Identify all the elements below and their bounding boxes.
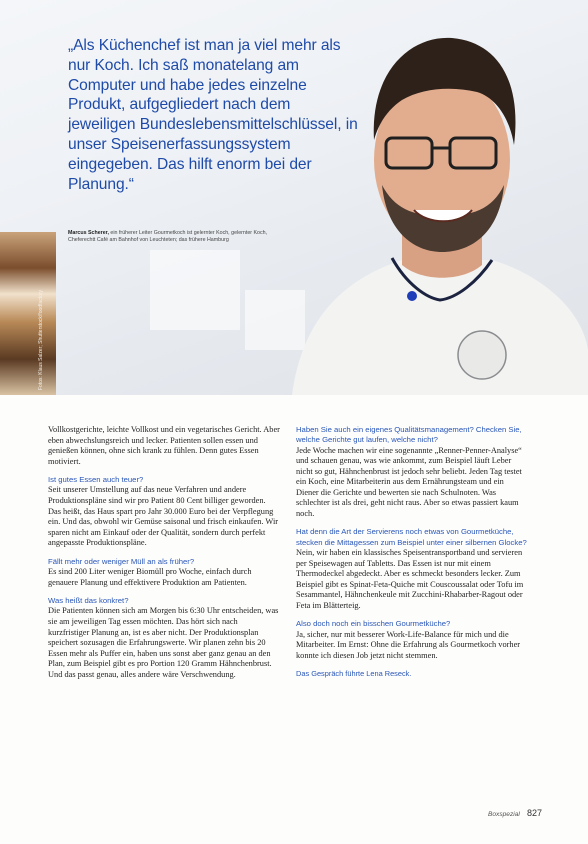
paragraph: Ja, sicher, nur mit besserer Work-Life-Balance für mich und die Mitarbeiter. Im Ernst: Ohne die Erfahrung als Gourmetkoch vorher konnte ich diesen Job jetzt nicht stemmen. <box>296 629 521 660</box>
interview-question: Fällt mehr oder weniger Müll an als früher? <box>48 556 195 566</box>
paragraph: Seit unserer Umstellung auf das neue Verfahren und andere Produktionspläne sind wir pro Patient 80 Cent billiger geworden. Das heißt, das Haus spart pro Jahr 30.000 Euro bei der Verpflegung ein. Und das, obwohl wir Gemüse saisonal und frisch einkaufen. Wir sparen nicht am Einkauf oder der Qualität, sondern durch perfekt angepasste Produktionspläne. <box>48 485 279 548</box>
paragraph: Es sind 200 Liter weniger Biomüll pro Woche, einfach durch genauere Planung und effektivere Produktion am Patienten. <box>48 567 252 587</box>
interview-question: Haben Sie auch ein eigenes Qualitätsmanagement? Checken Sie, welche Gerichte gut laufen, welche nicht? <box>296 425 522 445</box>
interview-author: Das Gespräch führte Lena Reseck. <box>296 669 412 679</box>
photo-credit: Fotos: Klaus Salzer; Shutterstock/foodfactory <box>38 289 44 390</box>
magazine-name: Boxspezial <box>487 811 520 818</box>
photo-caption <box>68 230 282 245</box>
page-footer <box>488 808 542 818</box>
background-window <box>150 250 240 330</box>
interview-question: Also doch noch ein bisschen Gourmetküche? <box>296 619 451 629</box>
caption-text: ein früherer Leiter Gourmetkoch ist gelernter Koch, gelernter Koch, Cheferechtt Café am Bahnhof von Leuchteten; das frühere Hamburg <box>68 230 268 244</box>
article-column-right <box>296 425 528 680</box>
paragraph: Die Patienten können sich am Morgen bis 6:30 Uhr entscheiden, was sie am jeweiligen Tag essen möchten. Das hört sich nach kurzfristiger Planung an, ist es aber nicht. Der Produktionsplan speichert sozusagen die Erfahrungswerte. Wir planen zehn bis 20 Essen mehr als Puffer ein, haben uns sonst aber ganz genau an den Plan, zum Beispiel gibt es pro Portion 120 Gramm Hähnchenbrust. Und das passt genau, alles andere wäre Verschwendung. <box>48 606 279 679</box>
paragraph: Jede Woche machen wir eine sogenannte „Renner-Penner-Analyse“ und schauen genau, was wie ankommt, zum Beispiel läuft Leber nicht so gut, Hähnchenbrust ist jedoch sehr beliebt. Jeden Tag testet ein Koch, eine Mitarbeiterin aus dem Ernährungsteam und ein Diener die Gerichte und bewerten sie nach Schulnoten. Was schlechter ist als drei, geht nicht raus. Aber so etwas passiert kaum noch. <box>296 445 522 518</box>
paragraph: Nein, wir haben ein klassisches Speisentransportband und servieren per Speisewagen auf Tabletts. Das Essen ist nur mit einem Thermodeckel abgedeckt. Aber es schmeckt besonders lecker. Zum Beispiel gibt es Spinat-Feta-Quiche mit Couscoussalat oder Tofu im Sesammantel, Hähnchenkeule mit Zucchini-Rhabarber-Ragout oder Feta im Blätterteig. <box>296 548 524 610</box>
jacket-logo <box>458 331 506 379</box>
jacket-button <box>407 291 417 301</box>
interview-question: Hat denn die Art der Servierens noch etwas von Gourmetküche, stecken die Mittagessen zum Beispiel unter einer silbernen Glocke? <box>296 527 527 547</box>
caption-name: Marcus Scherer, <box>68 230 109 236</box>
pull-quote: „Als Küchenchef ist man ja viel mehr als nur Koch. Ich saß monatelang am Computer und habe jedes einzelne Produkt, aufgegliedert nach dem jeweiligen Bundeslebensmittelschlüssel, in unser Speisenerfassungssystem eingegeben. Das hilft enorm bei der Planung.“ <box>68 37 358 193</box>
interview-question: Was heißt das konkret? <box>48 596 129 606</box>
paragraph: Vollkostgerichte, leichte Vollkost und ein vegetarisches Gericht. Aber eben abwechslungsreich und lecker. Patienten sollen essen und genießen können, ohne sich krank zu fühlen. Denn gutes Essen motiviert. <box>48 425 280 466</box>
article-column-left <box>48 425 280 688</box>
hero-photo <box>0 0 588 395</box>
page-number: 827 <box>526 808 542 818</box>
interview-question: Ist gutes Essen auch teuer? <box>48 475 144 485</box>
